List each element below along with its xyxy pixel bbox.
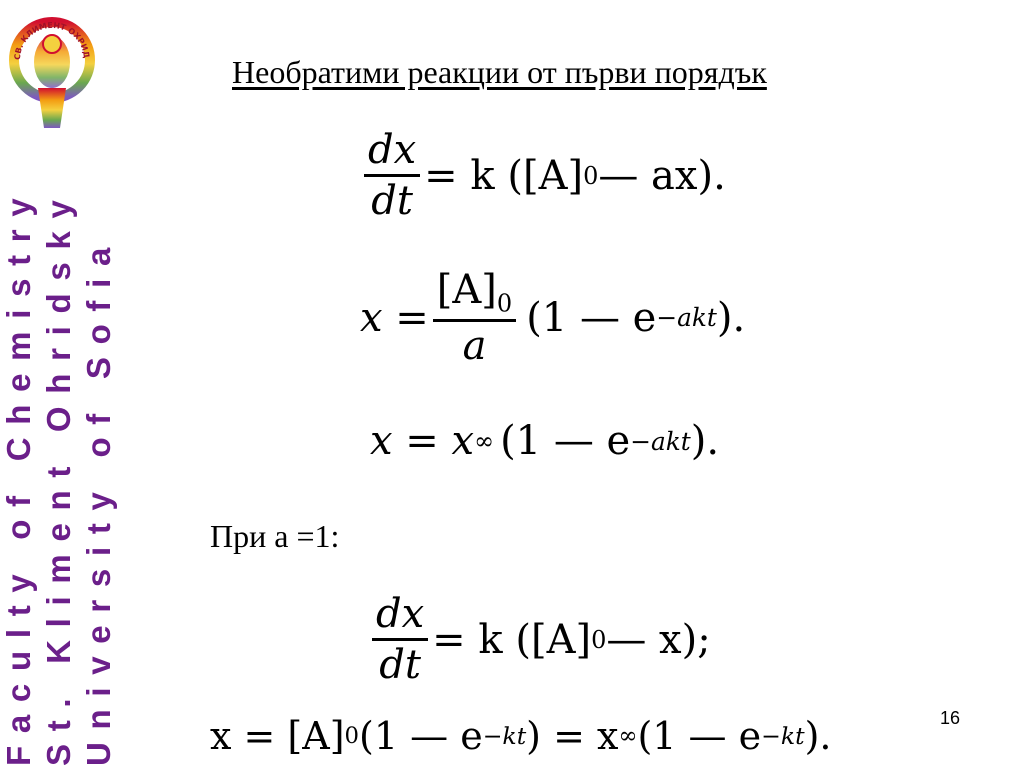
fraction-a0-over-a <box>433 268 516 368</box>
subscript-infinity: ∞ <box>618 723 638 749</box>
subscript-zero: 0 <box>583 161 599 190</box>
subscript-zero: 0 <box>496 289 513 318</box>
subscript-zero: 0 <box>591 625 607 654</box>
eq5-part4: (1 — e <box>637 714 762 758</box>
eq2-paren-close: ). <box>716 294 746 341</box>
sidebar-faculty-text: Faculty of Chemistry <box>0 185 37 766</box>
fraction-bar <box>364 174 420 177</box>
sidebar-university-text: University of Sofia <box>80 234 117 766</box>
eq3-paren-open: (1 — e <box>500 418 631 464</box>
solution-equation <box>360 268 745 368</box>
university-seal-logo <box>8 8 96 136</box>
eq5-part3: ) = x <box>526 714 619 758</box>
eq3-paren-close: ). <box>690 418 720 464</box>
fraction-dx-dt <box>364 128 420 223</box>
seal-ring-text: СВ. КЛИМЕНТ ОХРИД <box>12 20 92 61</box>
slide-title: Необратими реакции от първи порядък <box>232 54 767 90</box>
condition-text: При а =1: <box>210 518 340 554</box>
exponent: −kt <box>761 722 805 750</box>
eq3-lhs: x = x <box>370 418 475 464</box>
exponent: −akt <box>630 426 691 456</box>
solution-equation-a1 <box>210 714 831 758</box>
eq1-rhs-part2: — ax). <box>598 152 726 199</box>
numerator: [A] <box>436 267 497 313</box>
eq4-rhs-part1: = k ([A] <box>432 616 592 663</box>
exponent: −kt <box>482 722 527 750</box>
eq5-part2: (1 — e <box>359 714 483 758</box>
eq2-paren-open: (1 — e <box>526 294 657 341</box>
fraction-bar <box>372 638 428 641</box>
denominator: dt <box>371 178 413 224</box>
eq2-lhs: x = <box>360 294 429 341</box>
denominator: a <box>462 322 487 369</box>
numerator: dx <box>376 591 425 637</box>
fraction-dx-dt <box>372 592 428 687</box>
numerator: dx <box>368 127 417 173</box>
rate-equation-a1 <box>368 592 711 687</box>
eq5-part1: x = [A] <box>210 714 345 758</box>
eq1-rhs-part1: = k ([A] <box>424 152 584 199</box>
eq4-rhs-part2: — x); <box>606 616 711 663</box>
sidebar-saint-text: St. Kliment Ohridsky <box>40 187 77 766</box>
limit-equation <box>370 418 719 464</box>
exponent: −akt <box>656 303 717 333</box>
page-number: 16 <box>940 708 961 728</box>
fraction-bar <box>433 319 516 322</box>
denominator: dt <box>379 642 421 688</box>
rate-equation <box>360 128 726 223</box>
eq5-part5: ). <box>804 714 832 758</box>
subscript-infinity: ∞ <box>474 427 495 455</box>
subscript-zero: 0 <box>344 723 360 749</box>
